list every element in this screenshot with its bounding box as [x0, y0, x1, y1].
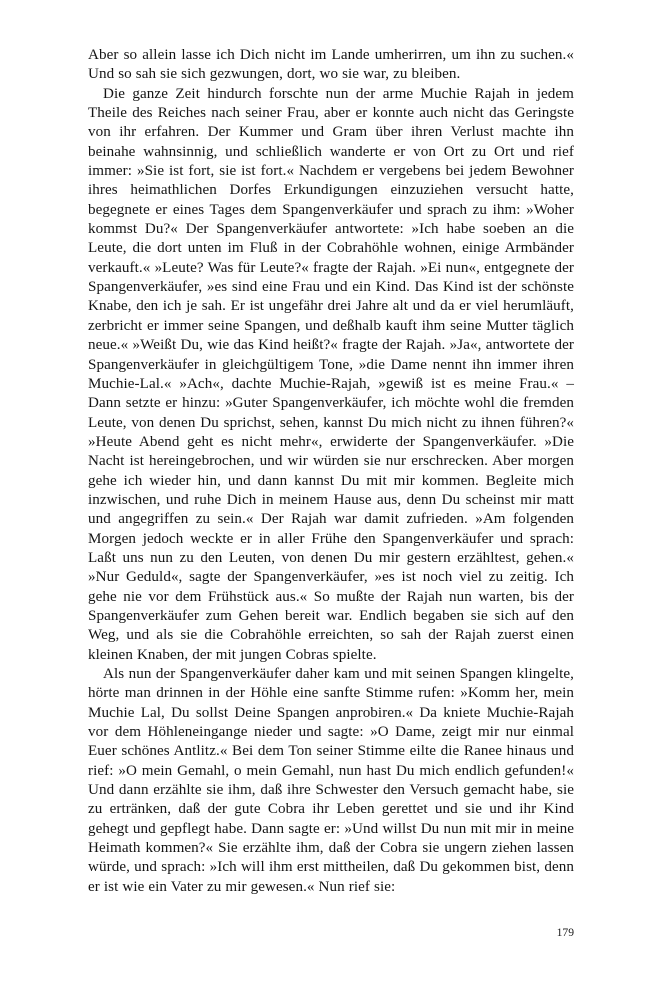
paragraph: Die ganze Zeit hindurch forschte nun der arme Muchie Rajah in jedem Theile des Reiches nach seiner Frau, aber er konnte auch nicht das Geringste von ihr erfahren. Der Kummer und Gram über ihren Verlust machte ihn beinahe wahnsinnig, und schließlich wanderte er von Ort zu Ort und rief immer: »Sie ist fort, sie ist fort.« Nachdem er vergebens bei jedem Bewohner ihres heimathlichen Dorfes Erkundigungen einzuziehen versucht hatte, begegnete er eines Tages dem Spangenverkäufer und sprach zu ihm: »Woher kommst Du?« Der Spangenverkäufer antwortete: »Ich habe soeben an die Leute, die dort unten im Fluß in der Cobrahöhle wohnen, einige Armbänder verkauft.« »Leute? Was für Leute?« fragte der Rajah. »Ei nun«, entgegnete der Spangenverkäufer, »es sind eine Frau und ein Kind. Das Kind ist der schönste Knabe, den ich je sah. Er ist ungefähr drei Jahre alt und da er viel herumläuft, zerbricht er immer seine Spangen, und deßhalb kauft ihm seine Mutter täglich neue.« »Weißt Du, wie das Kind heißt?« fragte der Rajah. »Ja«, antwortete der Spangenverkäufer in gleichgültigem Tone, »die Dame nennt ihn immer ihren Muchie-Lal.« »Ach«, dachte Muchie-Rajah, »gewiß ist es meine Frau.« – Dann setzte er hinzu: »Guter Spangenverkäufer, ich möchte wohl die fremden Leute, von denen Du sprichst, sehen, kannst Du mich nicht zu ihnen führen?« »Heute Abend geht es nicht mehr«, erwiderte der Spangenverkäufer. »Die Nacht ist hereingebrochen, und wir würden sie nur erschrecken. Aber morgen gehe ich wieder hin, und dann kannst Du mit mir kommen. Begleite mich inzwischen, und ruhe Dich in meinem Hause aus, denn Du scheinst mir matt und angegriffen zu sein.« Der Rajah war damit zufrieden. »Am folgenden Morgen jedoch weckte er in aller Frühe den Spangenverkäufer und sprach: Laßt uns nun zu den Leuten, von denen Du mir gestern erzähltest, gehen.« »Nur Geduld«, sagte der Spangenverkäufer, »es ist noch viel zu zeitig. Ich gehe nie vor dem Frühstück aus.« So mußte der Rajah nun warten, bis der Spangenverkäufer zum Gehen bereit war. Endlich begaben sie sich auf den Weg, und als sie die Cobrahöhle erreichten, so sah der Rajah zuerst einen kleinen Knaben, der mit jungen Cobras spielte. [88, 85, 574, 663]
paragraph: Als nun der Spangenverkäufer daher kam und mit seinen Spangen klingelte, hörte man drinnen in der Höhle eine sanfte Stimme rufen: »Komm her, mein Muchie Lal, Du sollst Deine Spangen anprobiren.« Da kniete Muchie-Rajah vor dem Höhleneingange nieder und sagte: »O Dame, zeigt mir nur einmal Euer schönes Antlitz.« Bei dem Ton seiner Stimme eilte die Ranee hinaus und rief: »O mein Gemahl, o mein Gemahl, nun hast Du mich endlich gefunden!« Und dann erzählte sie ihm, daß ihre Schwester den Versuch gemacht habe, sie zu ertränken, daß der gute Cobra ihr Leben gerettet und sie und ihr Kind gehegt und gepflegt habe. Dann sagte er: »Und willst Du nun mit mir in meine Heimath kommen?« Sie erzählte ihm, daß der Cobra sie ungern ziehen lassen würde, und sprach: »Ich will ihm erst mittheilen, daß Du gekommen bist, denn er ist wie ein Vater zu mir gewesen.« Nun rief sie: [88, 666, 574, 895]
page-number: 179 [556, 926, 574, 939]
paragraph: Aber so allein lasse ich Dich nicht im Lande umherirren, um ihn zu suchen.« Und so sah sie sich gezwungen, dort, wo sie war, zu bleiben. [88, 47, 574, 83]
page-text-block [88, 46, 574, 897]
